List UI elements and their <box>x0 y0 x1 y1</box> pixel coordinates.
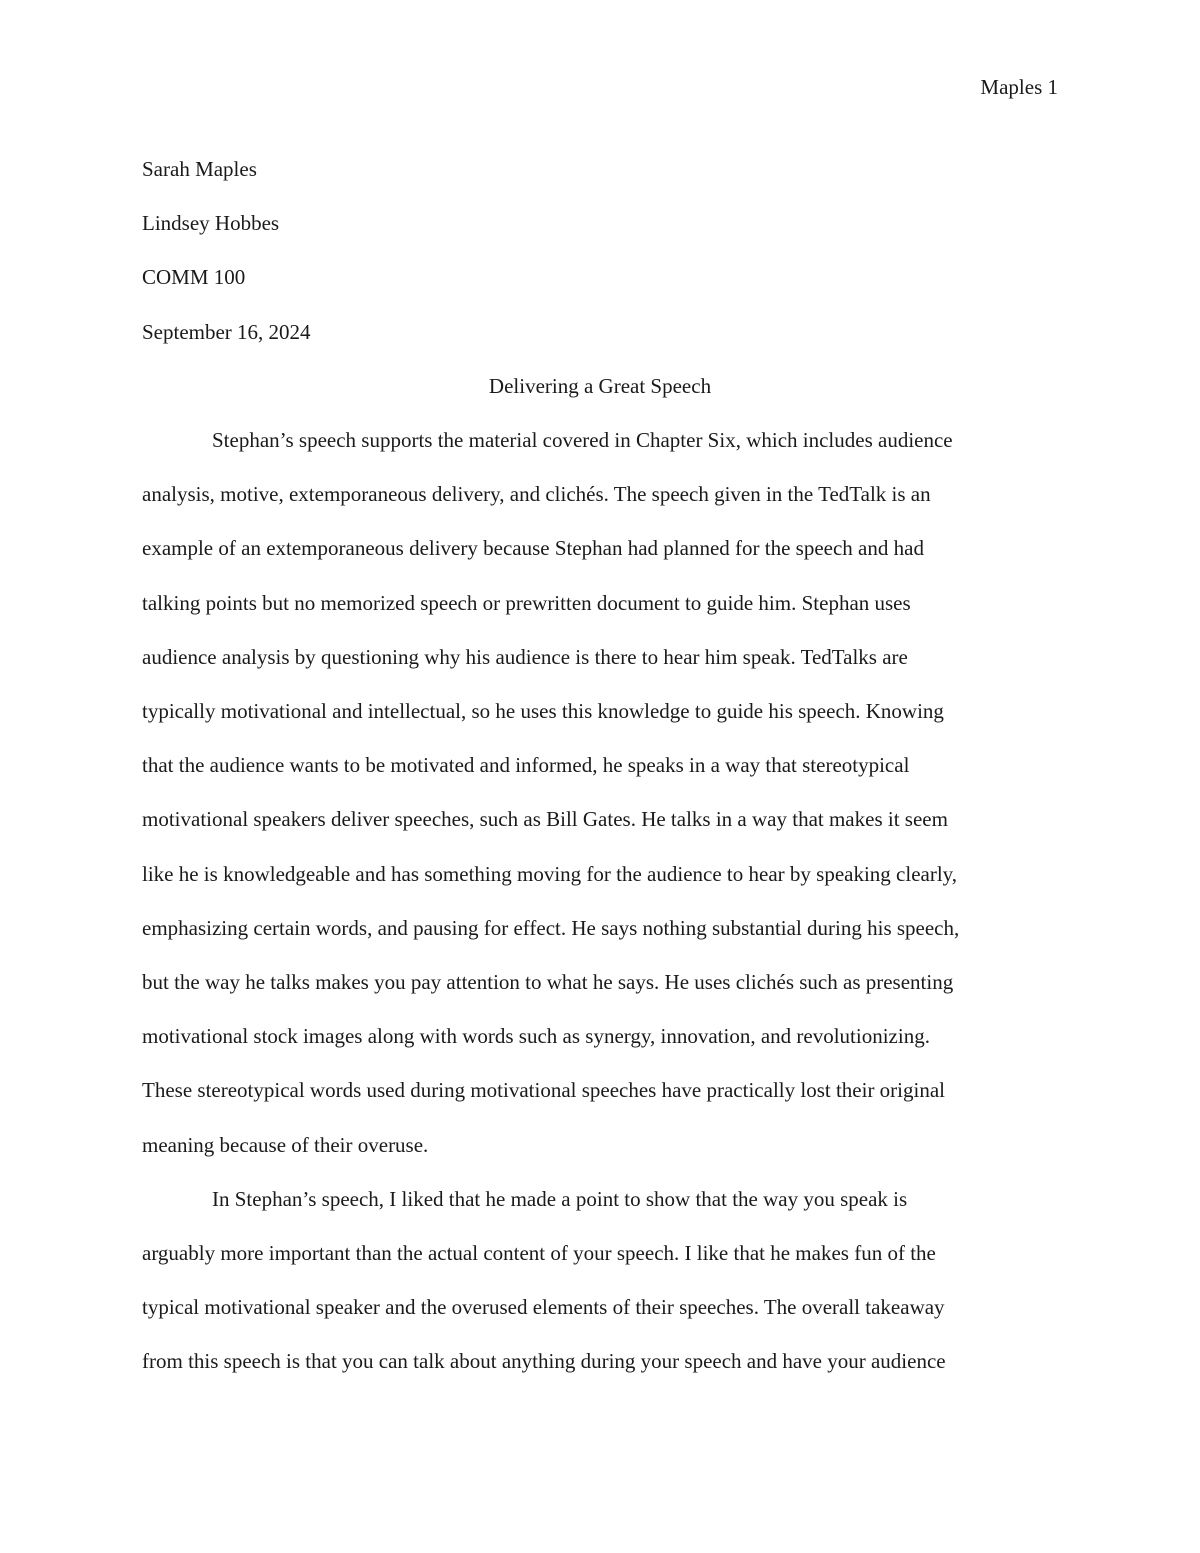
essay-title: Delivering a Great Speech <box>488 373 712 398</box>
paragraph-line: from this speech is that you can talk about anything during your speech and have your audience <box>142 1349 946 1374</box>
paragraph-line: motivational speakers deliver speeches, such as Bill Gates. He talks in a way that makes it seem <box>142 807 948 832</box>
paragraph-line: analysis, motive, extemporaneous delivery, and clichés. The speech given in the TedTalk is an <box>142 482 931 507</box>
paragraph-line: example of an extemporaneous delivery because Stephan had planned for the speech and had <box>142 536 924 561</box>
paragraph-line: These stereotypical words used during motivational speeches have practically lost their original <box>142 1078 946 1103</box>
paragraph-1 <box>142 413 1058 1172</box>
paragraph-line: Stephan’s speech supports the material covered in Chapter Six, which includes audience <box>212 428 953 453</box>
document-date: September 16, 2024 <box>142 319 311 344</box>
document-body <box>142 142 1058 1389</box>
running-head: Maples 1 <box>980 75 1058 99</box>
paragraph-line: emphasizing certain words, and pausing for effect. He says nothing substantial during his speech, <box>142 915 960 940</box>
course-name: COMM 100 <box>142 265 246 290</box>
author-name: Sarah Maples <box>142 157 257 181</box>
paragraph-line: typically motivational and intellectual, so he uses this knowledge to guide his speech. Knowing <box>142 699 944 724</box>
paragraph-line: typical motivational speaker and the overused elements of their speeches. The overall takeaway <box>142 1295 945 1320</box>
paragraph-line: talking points but no memorized speech or prewritten document to guide him. Stephan uses <box>142 590 911 615</box>
paragraph-line: meaning because of their overuse. <box>142 1132 429 1157</box>
paragraph-line: arguably more important than the actual content of your speech. I like that he makes fun of the <box>142 1241 936 1266</box>
paragraph-line: audience analysis by questioning why his audience is there to hear him speak. TedTalks are <box>142 644 908 669</box>
paragraph-line: In Stephan’s speech, I liked that he made a point to show that the way you speak is <box>212 1186 908 1211</box>
paragraph-line: like he is knowledgeable and has something moving for the audience to hear by speaking clearly, <box>142 861 958 886</box>
paragraph-2 <box>142 1172 1058 1389</box>
paragraph-line: that the audience wants to be motivated and informed, he speaks in a way that stereotypical <box>142 753 910 778</box>
paragraph-line: but the way he talks makes you pay attention to what he says. He uses clichés such as presenting <box>142 970 954 995</box>
instructor-name: Lindsey Hobbes <box>142 211 280 236</box>
paragraph-line: motivational stock images along with words such as synergy, innovation, and revolutionizing. <box>142 1024 930 1049</box>
